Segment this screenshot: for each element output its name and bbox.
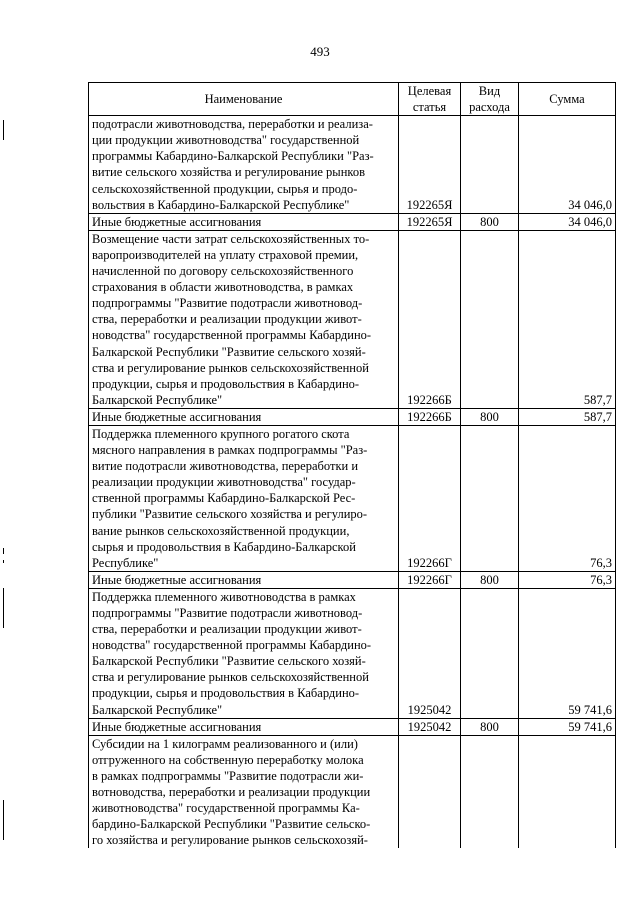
row-target: 192266Б [399, 230, 461, 408]
row-kind: 800 [461, 213, 519, 230]
row-kind [461, 735, 519, 848]
row-sum [519, 735, 616, 848]
row-kind: 800 [461, 571, 519, 588]
table-row [89, 718, 616, 735]
table-row [89, 425, 616, 571]
row-sum: 59 741,6 [519, 718, 616, 735]
margin-scan-marks [3, 0, 7, 905]
row-kind [461, 425, 519, 571]
table-header-row [89, 83, 616, 116]
row-target: 1925042 [399, 588, 461, 718]
column-header-name: Наименование [89, 83, 399, 116]
row-target: 192265Я [399, 213, 461, 230]
row-sum: 587,7 [519, 230, 616, 408]
column-header-kind: Вид расхода [461, 83, 519, 116]
row-kind [461, 588, 519, 718]
row-name: Поддержка племенного крупного рогатого скота мясного направления в рамках подпрограммы "Раз- витие подотрасли животноводства, переработки и реализации продукции животноводства" государ- ственной программы Кабардино-Балкарской Рес- публики "Развитие сельского хозяйства и регулиро- вание рынков сельскохозяйственной продукции, сырья и продовольствия в Кабардино-Балкарской Республике" [89, 425, 399, 571]
table-row [89, 571, 616, 588]
row-target: 192266Б [399, 408, 461, 425]
row-kind: 800 [461, 408, 519, 425]
row-name: Иные бюджетные ассигнования [89, 408, 399, 425]
row-sum: 76,3 [519, 425, 616, 571]
row-sum: 59 741,6 [519, 588, 616, 718]
table-row [89, 116, 616, 214]
table-row [89, 408, 616, 425]
row-name: Иные бюджетные ассигнования [89, 718, 399, 735]
table-row [89, 735, 616, 848]
row-target: 192265Я [399, 116, 461, 214]
table-row [89, 213, 616, 230]
row-kind [461, 230, 519, 408]
row-name: Поддержка племенного животноводства в рамках подпрограммы "Развитие подотрасли животновод- ства, переработки и реализации продукции живот- новодства" государственной программы Кабардино- Балкарской Республики "Развитие сельского хозяй- ства и регулирование рынков сельскохозяйственной продукции, сырья и продовольствия в Кабардино- Балкарской Республике" [89, 588, 399, 718]
row-target: 1925042 [399, 718, 461, 735]
row-sum: 34 046,0 [519, 213, 616, 230]
row-kind: 800 [461, 718, 519, 735]
row-target [399, 735, 461, 848]
row-sum: 587,7 [519, 408, 616, 425]
row-name: Субсидии на 1 килограмм реализованного и (или) отгруженного на собственную переработку молока в рамках подпрограммы "Развитие подотрасли жи- вотноводства, переработки и реализации продукции животноводства" государственной программы Ка- бардино-Балкарской Республики "Развитие сельско- го хозяйства и регулирование рынков сельскохозяй- [89, 735, 399, 848]
page-number: 493 [310, 44, 330, 59]
row-kind [461, 116, 519, 214]
row-name: Иные бюджетные ассигнования [89, 213, 399, 230]
row-sum: 34 046,0 [519, 116, 616, 214]
budget-table [88, 82, 616, 848]
row-sum: 76,3 [519, 571, 616, 588]
row-target: 192266Г [399, 425, 461, 571]
column-header-sum: Сумма [519, 83, 616, 116]
column-header-target: Целевая статья [399, 83, 461, 116]
row-target: 192266Г [399, 571, 461, 588]
row-name: Возмещение части затрат сельскохозяйственных то- варопроизводителей на уплату страховой премии, начисленной по договору сельскохозяйственного страхования в области животноводства, в рамках подпрограммы "Развитие подотрасли животновод- ства, переработки и реализации продукции живот- новодства" государственной программы Кабардино- Балкарской Республики "Развитие сельского хозяй- ства и регулирование рынков сельскохозяйственной продукции, сырья и продовольствия в Кабардино- Балкарской Республике" [89, 230, 399, 408]
row-name: подотрасли животноводства, переработки и реализа- ции продукции животноводства" государственной программы Кабардино-Балкарской Республики "Раз- витие сельского хозяйства и регулирование рынков сельскохозяйственной продукции, сырья и продо- вольствия в Кабардино-Балкарской Республике" [89, 116, 399, 214]
table-row [89, 230, 616, 408]
table-row [89, 588, 616, 718]
row-name: Иные бюджетные ассигнования [89, 571, 399, 588]
